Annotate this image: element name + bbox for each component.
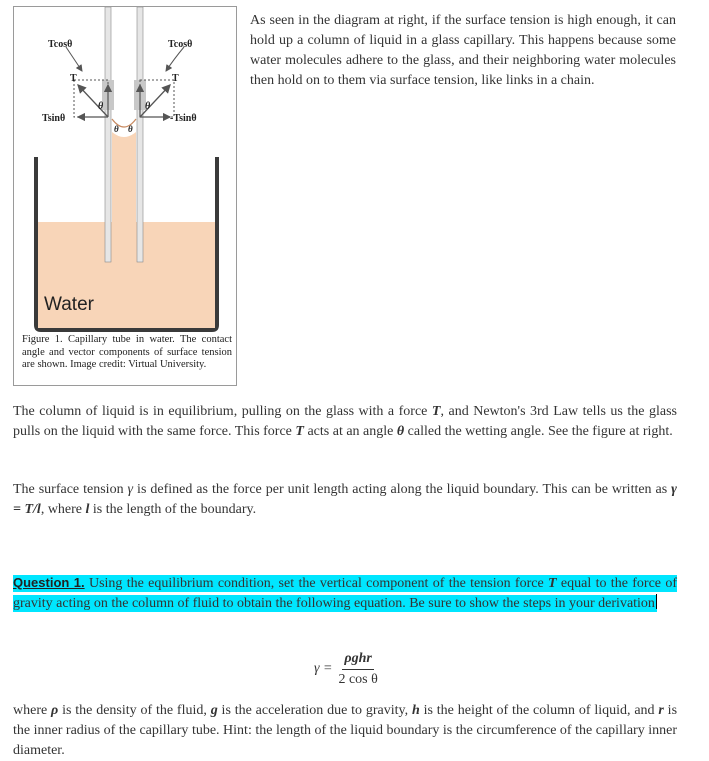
symbol-g: g (210, 703, 218, 718)
label-tcos-right: Tcosθ (168, 39, 193, 50)
formula-gamma: γ = T/l (13, 482, 677, 517)
equilibrium-paragraph (13, 402, 677, 442)
tube-wall-right (137, 7, 143, 262)
text-span: is the height of the column of liquid, and (419, 703, 659, 718)
text-span: equal to the force of gravity acting on the column of fluid to obtain the following equation. Be sure to show the steps in your derivation (13, 576, 677, 611)
capillary-diagram (14, 7, 238, 337)
tube-wall-left (105, 7, 111, 262)
label-theta-lower-left: θ (114, 124, 119, 134)
intro-paragraph: As seen in the diagram at right, if the surface tension is high enough, it can hold up a column of liquid in a glass capillary. This happens because some water molecules adhere to the glass, and their neighboring water molecules then hold on to them via surface tension, like links in a chain. (250, 13, 676, 88)
surface-tension-equation (314, 648, 378, 690)
text-span: The column of liquid is in equilibrium, pulling on the glass with a force (13, 404, 432, 419)
label-theta-upper-left: θ (98, 101, 104, 112)
symbol-theta: θ (396, 424, 405, 439)
symbol-t: T (295, 424, 304, 439)
symbol-h: h (411, 703, 420, 718)
question-label: Question 1. (13, 575, 85, 590)
text-span: where (13, 703, 52, 718)
symbol-l: l (85, 502, 90, 517)
text-span: is the density of the fluid, (58, 703, 211, 718)
highlighted-question-text[interactable] (13, 575, 677, 612)
equation-fraction (338, 651, 377, 688)
text-span: , and Newton's 3rd Law tells us the glass pulls on the liquid with the same force. This force (13, 404, 677, 439)
text-span: is the inner radius of the capillary tube. Hint: the length of the liquid boundary is the circumference of the capillary inner diameter. (13, 703, 678, 758)
figure-caption: Figure 1. Capillary tube in water. The contact angle and vector components of surface tension are shown. Image credit: Virtual University. (22, 334, 232, 370)
symbol-r: r (658, 703, 664, 718)
text-span: , where (40, 502, 86, 517)
label-theta-lower-right: θ (128, 124, 133, 134)
equation-denominator: 2 cos θ (338, 671, 378, 687)
text-cursor (656, 594, 657, 609)
label-tsin-left: Tsinθ (42, 113, 66, 124)
text-span: The surface tension (13, 482, 128, 497)
label-t-right: T (172, 73, 179, 84)
text-span: called the wetting angle. See the figure at right. (404, 424, 673, 439)
symbol-gamma: γ (127, 482, 134, 497)
surface-tension-paragraph (13, 480, 677, 520)
text-span: Using the equilibrium condition, set the vertical component of the tension force (84, 576, 549, 591)
text-span: is defined as the force per unit length acting along the liquid boundary. This can be written as (133, 482, 672, 497)
variable-definitions-paragraph (13, 701, 677, 761)
symbol-t: T (431, 404, 441, 419)
text-span: is the acceleration due to gravity, (217, 703, 412, 718)
capillary-figure (13, 6, 237, 386)
label-tcos-left: Tcosθ (48, 39, 73, 50)
symbol-rho: ρ (51, 703, 59, 718)
label-tsin-right: -Tsinθ (170, 113, 197, 124)
label-theta-upper-right: θ (145, 101, 151, 112)
equation-numerator: ρghr (342, 651, 373, 670)
label-t-left: T (70, 73, 77, 84)
text-span: is the length of the boundary. (89, 502, 257, 517)
curve-arrow-left (66, 47, 82, 71)
equation-lhs: γ = (314, 661, 333, 676)
symbol-t: T (548, 576, 557, 591)
question-1-paragraph[interactable] (13, 573, 677, 614)
curve-arrow-right (166, 47, 184, 71)
label-water: Water (44, 294, 94, 315)
water-column (112, 132, 136, 223)
text-span: acts at an angle (303, 424, 397, 439)
